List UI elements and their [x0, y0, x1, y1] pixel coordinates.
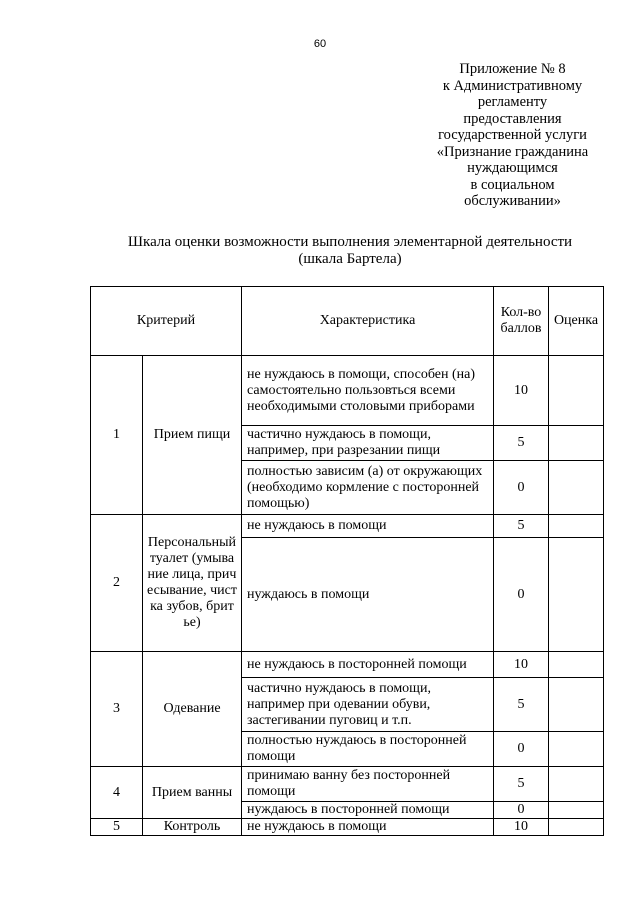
table-row — [91, 819, 604, 836]
points-cell: 0 — [494, 538, 549, 652]
appendix-line: в социальном — [470, 176, 555, 193]
characteristic-cell: принимаю ванну без посторонней помощи — [242, 767, 494, 802]
score-cell[interactable] — [549, 819, 604, 836]
appendix-line: государственной услуги — [438, 127, 587, 143]
score-cell[interactable] — [549, 732, 604, 767]
appendix-line: Приложение № 8 — [459, 61, 566, 77]
document-title — [60, 234, 640, 268]
criterion-number: 4 — [91, 767, 143, 819]
criterion-number: 2 — [91, 515, 143, 652]
characteristic-cell: не нуждаюсь в помощи, способен (на) самостоятельно пользовться всеми необходимыми столовыми приборами — [242, 356, 494, 426]
score-cell[interactable] — [549, 802, 604, 819]
page-number: 60 — [313, 38, 327, 50]
score-cell[interactable] — [549, 767, 604, 802]
header-criterion: Критерий — [91, 287, 242, 356]
appendix-line: нуждающимся — [467, 160, 558, 176]
header-points: Кол-во баллов — [494, 287, 549, 356]
score-cell[interactable] — [549, 678, 604, 732]
characteristic-cell: полностью нуждаюсь в посторонней помощи — [242, 732, 494, 767]
points-cell: 10 — [494, 356, 549, 426]
characteristic-cell: нуждаюсь в помощи — [242, 538, 494, 652]
header-score: Оценка — [549, 287, 604, 356]
appendix-header — [420, 61, 605, 210]
header-row — [91, 287, 604, 356]
characteristic-cell: частично нуждаюсь в помощи, например, при разрезании пищи — [242, 426, 494, 461]
appendix-line: обслуживании» — [464, 193, 561, 209]
appendix-line: к Административному — [442, 77, 583, 94]
points-cell: 0 — [494, 461, 549, 515]
score-cell[interactable] — [549, 515, 604, 538]
characteristic-cell: не нуждаюсь в помощи — [242, 819, 494, 836]
points-cell: 0 — [494, 732, 549, 767]
table-row — [91, 356, 604, 426]
criterion-number: 3 — [91, 652, 143, 767]
table-row — [91, 767, 604, 802]
points-cell: 5 — [494, 767, 549, 802]
characteristic-cell: не нуждаюсь в посторонней помощи — [242, 652, 494, 678]
points-cell: 5 — [494, 678, 549, 732]
criterion-name: Прием ванны — [143, 767, 242, 819]
barthel-scale-table — [90, 286, 604, 836]
score-cell[interactable] — [549, 426, 604, 461]
score-cell[interactable] — [549, 356, 604, 426]
title-line-2: (шкала Бартела) — [298, 251, 402, 267]
criterion-name: Прием пищи — [143, 356, 242, 515]
score-cell[interactable] — [549, 652, 604, 678]
points-cell: 0 — [494, 802, 549, 819]
characteristic-cell: не нуждаюсь в помощи — [242, 515, 494, 538]
criterion-name: Одевание — [143, 652, 242, 767]
score-cell[interactable] — [549, 461, 604, 515]
criterion-number: 1 — [91, 356, 143, 515]
points-cell: 10 — [494, 652, 549, 678]
table-row — [91, 515, 604, 538]
appendix-line: предоставления — [463, 110, 562, 127]
title-line-1: Шкала оценки возможности выполнения элементарной деятельности — [127, 234, 573, 250]
points-cell: 10 — [494, 819, 549, 836]
characteristic-cell: частично нуждаюсь в помощи, например при одевании обуви, застегивании пуговиц и т.п. — [242, 678, 494, 732]
criterion-name: Контроль — [143, 819, 242, 836]
points-cell: 5 — [494, 426, 549, 461]
appendix-line: регламенту — [477, 94, 548, 110]
points-cell: 5 — [494, 515, 549, 538]
characteristic-cell: полностью зависим (а) от окружающих (необходимо кормление с посторонней помощью) — [242, 461, 494, 515]
score-cell[interactable] — [549, 538, 604, 652]
criterion-number: 5 — [91, 819, 143, 836]
header-characteristic: Характеристика — [242, 287, 494, 356]
criterion-name: Персональный туалет (умывание лица, причесывание, чистка зубов, бритье) — [143, 515, 242, 652]
appendix-line: «Признание гражданина — [436, 143, 589, 160]
characteristic-cell: нуждаюсь в посторонней помощи — [242, 802, 494, 819]
table-row — [91, 652, 604, 678]
